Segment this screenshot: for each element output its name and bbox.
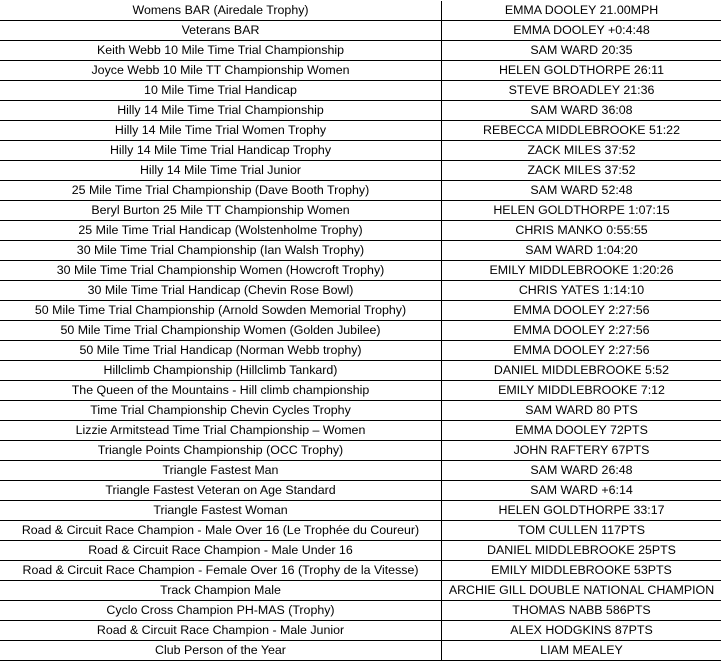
table-row	[0, 1, 721, 21]
winner-cell: EMILY MIDDLEBROOKE 1:20:26	[442, 261, 721, 281]
table-row	[0, 461, 721, 481]
winner-cell: SAM WARD 52:48	[442, 181, 721, 201]
table-row	[0, 281, 721, 301]
winner-cell: SAM WARD +6:14	[442, 481, 721, 501]
table-row	[0, 401, 721, 421]
table-row	[0, 621, 721, 641]
winner-cell: SAM WARD 1:04:20	[442, 241, 721, 261]
results-table-body	[0, 1, 721, 661]
award-name-cell: Keith Webb 10 Mile Time Trial Championship	[0, 41, 442, 61]
award-name-cell: Hillclimb Championship (Hillclimb Tankard)	[0, 361, 442, 381]
winner-cell: HELEN GOLDTHORPE 1:07:15	[442, 201, 721, 221]
award-name-cell: Hilly 14 Mile Time Trial Junior	[0, 161, 442, 181]
award-name-cell: Hilly 14 Mile Time Trial Handicap Trophy	[0, 141, 442, 161]
table-row	[0, 261, 721, 281]
award-name-cell: 50 Mile Time Trial Handicap (Norman Webb trophy)	[0, 341, 442, 361]
table-row	[0, 421, 721, 441]
winner-cell: THOMAS NABB 586PTS	[442, 601, 721, 621]
winner-cell: SAM WARD 20:35	[442, 41, 721, 61]
table-row	[0, 81, 721, 101]
winner-cell: EMMA DOOLEY 21.00MPH	[442, 1, 721, 21]
award-name-cell: Lizzie Armitstead Time Trial Championship – Women	[0, 421, 442, 441]
table-row	[0, 61, 721, 81]
table-row	[0, 581, 721, 601]
winner-cell: DANIEL MIDDLEBROOKE 5:52	[442, 361, 721, 381]
table-row	[0, 361, 721, 381]
award-name-cell: Hilly 14 Mile Time Trial Women Trophy	[0, 121, 442, 141]
winner-cell: EMMA DOOLEY 2:27:56	[442, 301, 721, 321]
winner-cell: TOM CULLEN 117PTS	[442, 521, 721, 541]
award-name-cell: 25 Mile Time Trial Handicap (Wolstenholme Trophy)	[0, 221, 442, 241]
winner-cell: SAM WARD 26:48	[442, 461, 721, 481]
winner-cell: SAM WARD 36:08	[442, 101, 721, 121]
winner-cell: EMILY MIDDLEBROOKE 7:12	[442, 381, 721, 401]
table-row	[0, 201, 721, 221]
award-name-cell: The Queen of the Mountains - Hill climb championship	[0, 381, 442, 401]
winner-cell: DANIEL MIDDLEBROOKE 25PTS	[442, 541, 721, 561]
table-row	[0, 481, 721, 501]
table-row	[0, 121, 721, 141]
award-name-cell: Womens BAR (Airedale Trophy)	[0, 1, 442, 21]
table-row	[0, 541, 721, 561]
award-name-cell: Joyce Webb 10 Mile TT Championship Women	[0, 61, 442, 81]
winner-cell: STEVE BROADLEY 21:36	[442, 81, 721, 101]
table-row	[0, 501, 721, 521]
award-name-cell: 30 Mile Time Trial Championship Women (Howcroft Trophy)	[0, 261, 442, 281]
winner-cell: EMMA DOOLEY 2:27:56	[442, 321, 721, 341]
table-row	[0, 181, 721, 201]
award-name-cell: Club Person of the Year	[0, 641, 442, 661]
award-name-cell: Hilly 14 Mile Time Trial Championship	[0, 101, 442, 121]
table-row	[0, 601, 721, 621]
winner-cell: EMILY MIDDLEBROOKE 53PTS	[442, 561, 721, 581]
table-row	[0, 41, 721, 61]
table-row	[0, 381, 721, 401]
table-row	[0, 641, 721, 661]
table-row	[0, 321, 721, 341]
winner-cell: HELEN GOLDTHORPE 26:11	[442, 61, 721, 81]
table-row	[0, 141, 721, 161]
award-name-cell: Triangle Fastest Man	[0, 461, 442, 481]
winner-cell: JOHN RAFTERY 67PTS	[442, 441, 721, 461]
award-name-cell: Road & Circuit Race Champion - Male Junior	[0, 621, 442, 641]
table-row	[0, 21, 721, 41]
winner-cell: EMMA DOOLEY 72PTS	[442, 421, 721, 441]
winner-cell: EMMA DOOLEY +0:4:48	[442, 21, 721, 41]
table-row	[0, 521, 721, 541]
award-name-cell: Veterans BAR	[0, 21, 442, 41]
award-name-cell: Cyclo Cross Champion PH-MAS (Trophy)	[0, 601, 442, 621]
table-row	[0, 561, 721, 581]
table-row	[0, 241, 721, 261]
winner-cell: HELEN GOLDTHORPE 33:17	[442, 501, 721, 521]
award-name-cell: 30 Mile Time Trial Handicap (Chevin Rose Bowl)	[0, 281, 442, 301]
award-name-cell: Triangle Fastest Veteran on Age Standard	[0, 481, 442, 501]
award-name-cell: Road & Circuit Race Champion - Male Over 16 (Le Trophée du Coureur)	[0, 521, 442, 541]
award-name-cell: Road & Circuit Race Champion - Male Under 16	[0, 541, 442, 561]
award-name-cell: 25 Mile Time Trial Championship (Dave Booth Trophy)	[0, 181, 442, 201]
winner-cell: CHRIS MANKO 0:55:55	[442, 221, 721, 241]
table-row	[0, 161, 721, 181]
award-name-cell: 50 Mile Time Trial Championship Women (Golden Jubilee)	[0, 321, 442, 341]
winner-cell: ZACK MILES 37:52	[442, 161, 721, 181]
winner-cell: CHRIS YATES 1:14:10	[442, 281, 721, 301]
winner-cell: LIAM MEALEY	[442, 641, 721, 661]
table-row	[0, 301, 721, 321]
award-name-cell: Triangle Points Championship (OCC Trophy)	[0, 441, 442, 461]
award-name-cell: Road & Circuit Race Champion - Female Over 16 (Trophy de la Vitesse)	[0, 561, 442, 581]
results-table	[0, 1, 721, 661]
table-row	[0, 341, 721, 361]
winner-cell: ALEX HODGKINS 87PTS	[442, 621, 721, 641]
winner-cell: SAM WARD 80 PTS	[442, 401, 721, 421]
award-name-cell: 10 Mile Time Trial Handicap	[0, 81, 442, 101]
winner-cell: EMMA DOOLEY 2:27:56	[442, 341, 721, 361]
table-row	[0, 441, 721, 461]
winner-cell: ZACK MILES 37:52	[442, 141, 721, 161]
award-name-cell: 50 Mile Time Trial Championship (Arnold Sowden Memorial Trophy)	[0, 301, 442, 321]
winner-cell: REBECCA MIDDLEBROOKE 51:22	[442, 121, 721, 141]
award-name-cell: Beryl Burton 25 Mile TT Championship Women	[0, 201, 442, 221]
table-row	[0, 101, 721, 121]
table-row	[0, 221, 721, 241]
award-name-cell: Time Trial Championship Chevin Cycles Trophy	[0, 401, 442, 421]
winner-cell: ARCHIE GILL DOUBLE NATIONAL CHAMPION	[442, 581, 721, 601]
award-name-cell: Track Champion Male	[0, 581, 442, 601]
award-name-cell: 30 Mile Time Trial Championship (Ian Walsh Trophy)	[0, 241, 442, 261]
award-name-cell: Triangle Fastest Woman	[0, 501, 442, 521]
